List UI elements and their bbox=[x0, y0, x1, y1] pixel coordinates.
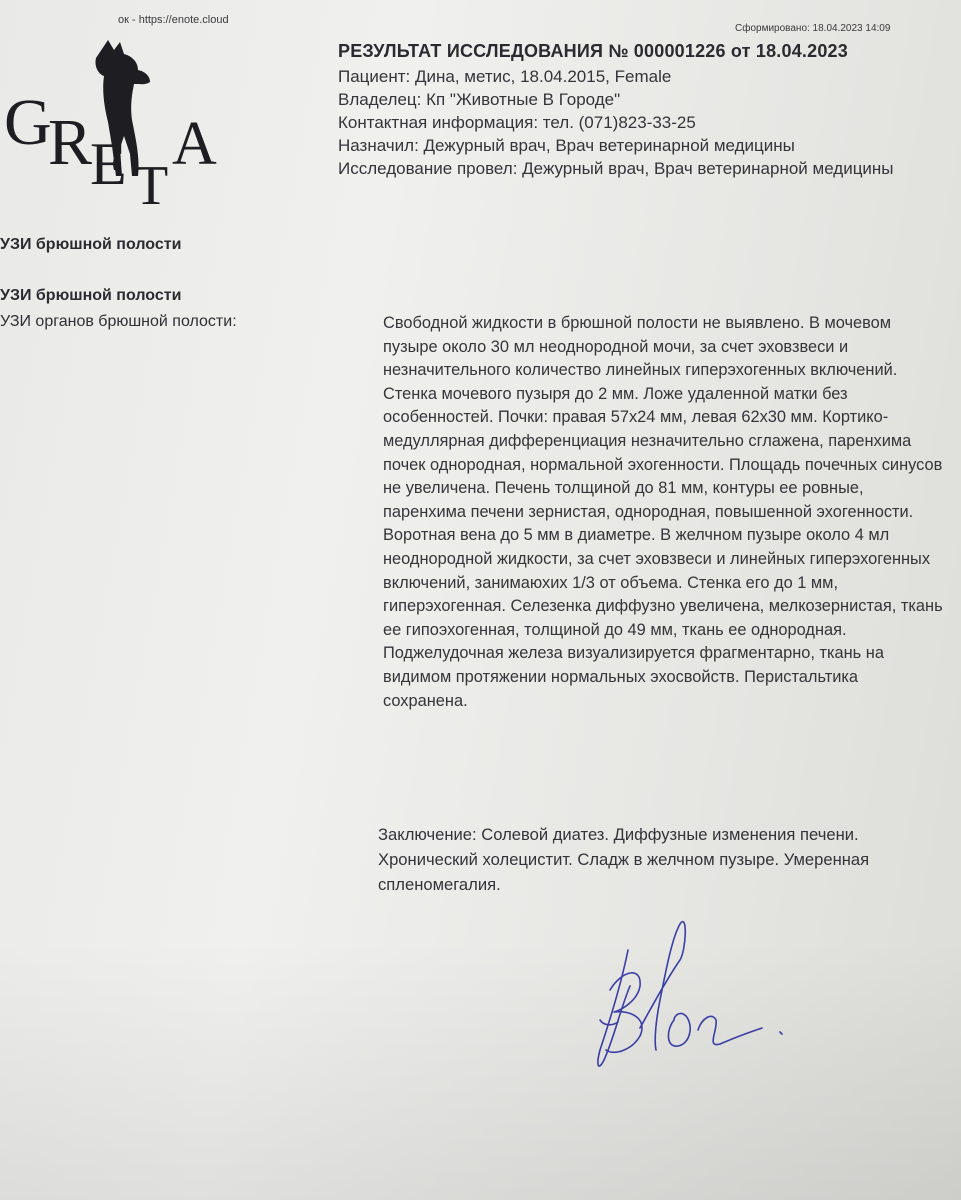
doctor-signature bbox=[570, 900, 810, 1100]
svg-text:A: A bbox=[172, 110, 217, 178]
source-url: ок - https://enote.cloud bbox=[118, 14, 229, 26]
contact-line: Контактная информация: тел. (071)823-33-25 bbox=[338, 113, 696, 132]
patient-line: Пациент: Дина, метис, 18.04.2015, Female bbox=[338, 67, 672, 86]
findings-text: Свободной жидкости в брюшной полости не выявлено. В мочевом пузыре около 30 мл неоднородной мочи, за счет эховзвеси и незначительного количество линейных гиперэхогенных включений. Стенка мочевого пузыря до 2 мм. Ложе удаленной матки без особенностей. Почки: правая 57х24 мм, левая 62х30 мм. Кортико-медуллярная дифференциация незначительно сглажена, паренхима почек однородная, нормальной эхогенности. Площадь почечных синусов не увеличена. Печень толщиной до 81 мм, контуры ее ровные, паренхима печени зернистая, однородная, повышенной эхогенности. Воротная вена до 5 мм в диаметре. В желчном пузыре около 4 мл неоднородной жидкости, за счет эховзвеси и линейных гиперэхогенных включений, занимаюхих 1/3 от объема. Стенка его до 1 мм, гиперэхогенная. Селезенка диффузно увеличена, мелкозернистая, ткань ее гипоэхогенная, толщиной до 49 мм, ткань ее однородная. Поджелудочная железа визуализируется фрагментарно, ткань на видимом протяжении нормальных эхосвойств. Перистальтика сохранена. bbox=[383, 314, 943, 710]
generated-timestamp: Сформировано: 18.04.2023 14:09 bbox=[735, 23, 891, 34]
svg-text:E: E bbox=[90, 131, 127, 197]
result-header bbox=[338, 40, 938, 180]
study-name-heading: УЗИ брюшной полости bbox=[0, 236, 182, 253]
organ-section-label: УЗИ органов брюшной полости: bbox=[0, 313, 237, 330]
svg-text:T: T bbox=[134, 155, 169, 211]
svg-text:G: G bbox=[4, 86, 52, 159]
conclusion-text: Заключение: Солевой диатез. Диффузные изменения печени. Хронический холецистит. Сладж в желчном пузыре. Умеренная спленомегалия. bbox=[378, 825, 870, 894]
performed-by-line: Исследование провел: Дежурный врач, Врач ветеринарной медицины bbox=[338, 159, 894, 178]
owner-line: Владелец: Кп "Животные В Городе" bbox=[338, 90, 621, 109]
study-name-subheading: УЗИ брюшной полости bbox=[0, 287, 182, 304]
clinic-logo bbox=[4, 36, 229, 211]
result-title: РЕЗУЛЬТАТ ИССЛЕДОВАНИЯ № 000001226 от 18.04.2023 bbox=[338, 41, 848, 61]
greta-logo-icon bbox=[4, 36, 229, 211]
assigned-by-line: Назначил: Дежурный врач, Врач ветеринарной медицины bbox=[338, 136, 795, 155]
svg-text:R: R bbox=[48, 106, 93, 179]
signature-icon bbox=[570, 900, 810, 1100]
